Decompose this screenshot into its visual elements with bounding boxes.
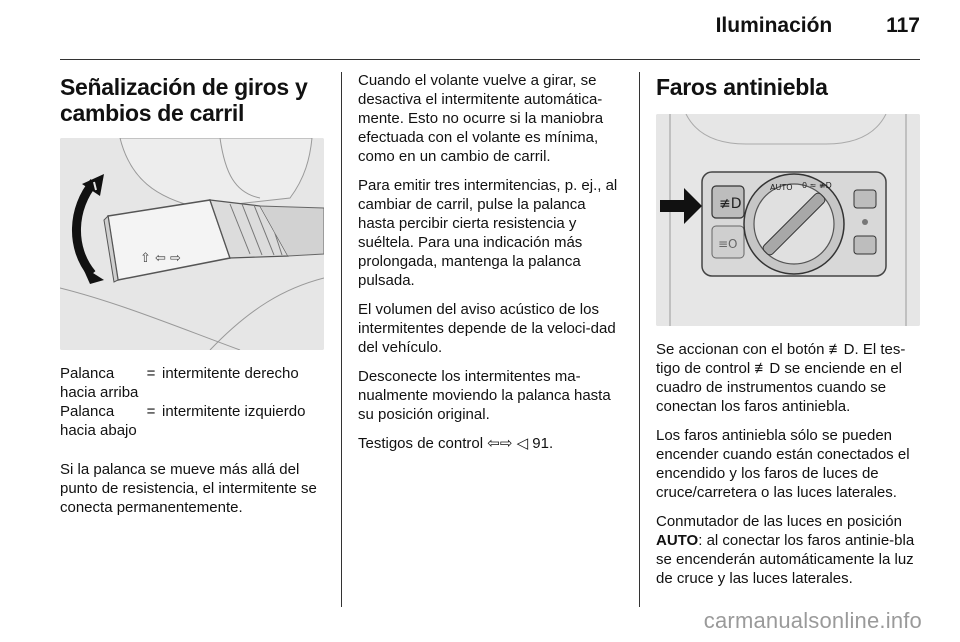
paragraph-fog-conditions: Los faros antiniebla sólo se pueden encender cuando están conectados el encendido y los faros de luces de cruce/carretera o las luces laterales. xyxy=(656,427,910,501)
fog-light-icon: ≢D xyxy=(828,341,855,358)
header-divider xyxy=(60,59,920,60)
light-switch-illustration xyxy=(656,114,920,326)
watermark-text: carmanualsonline.info xyxy=(703,608,922,633)
auto-label: AUTO xyxy=(770,183,793,192)
lever-definitions xyxy=(60,364,325,440)
svg-text:⇧ ⇦ ⇨: ⇧ ⇦ ⇨ xyxy=(140,251,181,266)
p1-b: . El tes-tigo de control xyxy=(656,341,906,377)
paragraph-volume: El volumen del aviso acústico de los intermitentes depende de la veloci-dad del vehículo. xyxy=(358,301,616,356)
paragraph-auto-mode xyxy=(656,512,922,588)
heading-fog-lights: Faros antiniebla xyxy=(656,74,828,100)
column-fog-lights xyxy=(656,74,922,598)
svg-text:0 ≈ ≢D: 0 ≈ ≢D xyxy=(802,181,832,190)
page-ref-icon: ◁ xyxy=(516,435,529,452)
definition-equals: = xyxy=(146,403,156,420)
definition-row xyxy=(60,364,325,402)
turn-signal-arrows-icon: ⇦⇨ xyxy=(487,435,513,452)
svg-text:≢D: ≢D xyxy=(719,196,742,212)
definition-value: intermitente derecho xyxy=(162,365,299,382)
testigos-ref: 91. xyxy=(532,435,554,452)
definition-row xyxy=(60,402,325,440)
definition-value: intermitente izquierdo xyxy=(162,403,306,420)
p3-b: : al conectar los faros antinie-bla se encenderán automáticamente la luz de cruce y las luces laterales. xyxy=(656,532,915,587)
heading-turn-signals: Señalización de giros y cambios de carril xyxy=(60,74,308,126)
paragraph-three-flashes: Para emitir tres intermitencias, p. ej., al cambiar de carril, pulse la palanca hasta percibir cierta resistencia y suéltela. Para una indicación más prolongada, mantenga la palanca pulsada. xyxy=(358,177,618,289)
column-turn-signals-continued xyxy=(358,74,625,463)
paragraph-fog-button xyxy=(656,340,922,416)
testigos-text: Testigos de control xyxy=(358,435,484,452)
page-number: 117 xyxy=(886,14,920,37)
column-divider-2 xyxy=(639,72,640,607)
p3-a: Conmutador de las luces en posición xyxy=(656,513,902,530)
fog-light-button xyxy=(712,186,744,218)
turn-signal-lever-illustration xyxy=(60,138,324,350)
definition-equals: = xyxy=(146,365,156,382)
section-title: Iluminación xyxy=(715,14,833,37)
watermark xyxy=(0,608,960,634)
rotary-light-switch xyxy=(744,174,844,274)
column-turn-signals xyxy=(60,74,325,527)
paragraph-permanent: Si la palanca se mueve más allá del punto de resistencia, el intermitente se conecta permanentemente. xyxy=(60,461,317,516)
definition-term: Palanca hacia arriba xyxy=(60,365,139,401)
column-divider-1 xyxy=(341,72,342,607)
p1-a: Se accionan con el botón xyxy=(656,341,825,358)
svg-text:≡O: ≡O xyxy=(718,237,738,251)
paragraph-control-lights xyxy=(358,434,625,453)
page-header xyxy=(716,14,920,38)
fog-light-icon: ≢D xyxy=(754,360,781,377)
paragraph-steering: Cuando el volante vuelve a girar, se desactiva el intermitente automática-mente. Esto no ocurre si la maniobra efectuada con el volante es mínima, como en un cambio de carril. xyxy=(358,72,604,165)
paragraph-manual-off: Desconecte los intermitentes ma-nualmente moviendo la palanca hasta su posición original. xyxy=(358,368,611,423)
definition-term: Palanca hacia abajo xyxy=(60,403,137,439)
p1-c: se enciende en el cuadro de instrumentos cuando se conectan los faros antiniebla. xyxy=(656,360,903,415)
auto-key: AUTO xyxy=(656,532,699,549)
